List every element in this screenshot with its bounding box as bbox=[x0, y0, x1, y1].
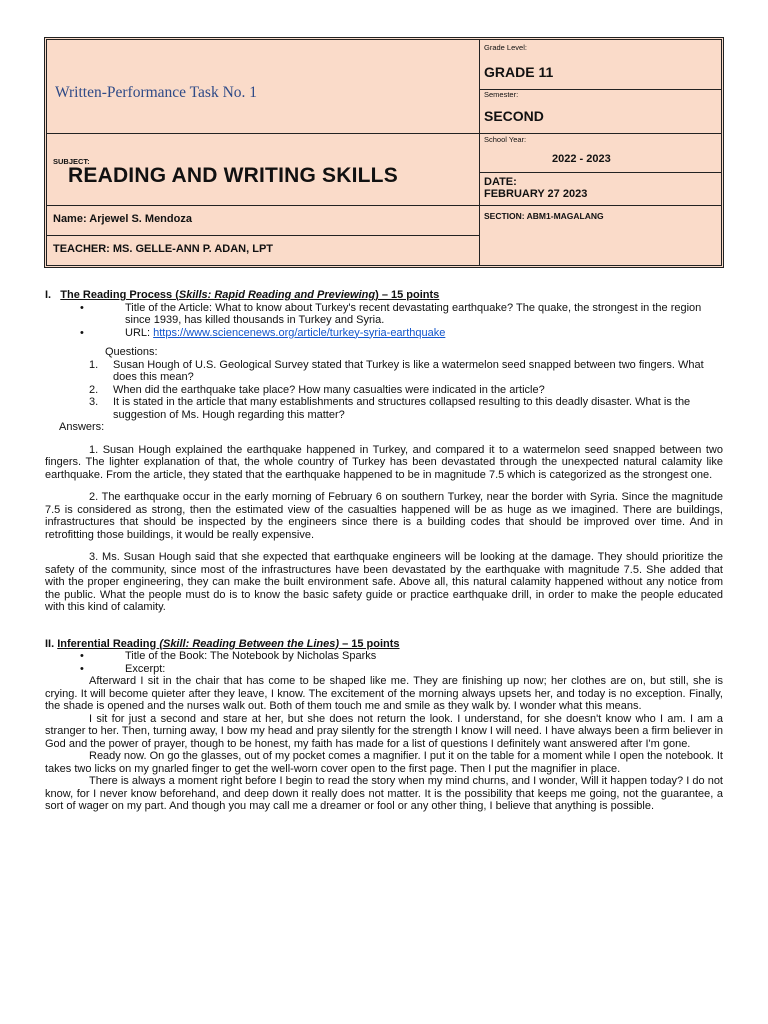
excerpt-paragraph: Ready now. On go the glasses, out of my pocket comes a magnifier. I put it on the table for a moment while I open the notebook. It takes two licks on my gnarled finger to get the well-worn cover open to the first page. Then I put the magnifier in place. bbox=[45, 750, 723, 775]
answer-paragraph: 3. Ms. Susan Hough said that she expected that earthquake engineers will be looking at the damage. They should prioritize the safety of the community, since most of the infrastructures have been devastated by the earthquake with magnitude 7.5. She added that with the proper engineering, they can make the built environment safe. Above all, this natural calamity happened without any notice from the public. What the people must do is to know the basic safety guide or practice earthquake drill, in order to make the people educated with this kind of calamity. bbox=[45, 551, 723, 613]
excerpt-paragraph: I sit for just a second and stare at her, but she does not return the look. I understand, for she doesn't know who I am. I am a stranger to her. Then, turning away, I bow my head and pray silently for the strength I know I will need. I have always been a firm believer in God and the power of prayer, though to be honest, my faith has made for a list of questions I definitely want answered after I'm gone. bbox=[45, 712, 723, 750]
article-url-item bbox=[80, 327, 723, 340]
questions-list bbox=[45, 359, 723, 422]
part2-numeral: II. bbox=[45, 637, 55, 650]
part1-points: ) – 15 points bbox=[375, 289, 440, 301]
question-number: 1. bbox=[89, 358, 99, 371]
header-table bbox=[44, 37, 724, 268]
question-text: It is stated in the article that many establishments and structures collapsed resulting to this deadly disaster. What is the suggestion of Ms. Hough regarding this matter? bbox=[113, 396, 691, 421]
article-title: • Title of the Article: What to know about Turkey's recent devastating earthquake? The quake, the strongest in the region since 1939, has killed thousands in Turkey and Syria. bbox=[80, 302, 723, 327]
question-text: Susan Hough of U.S. Geological Survey stated that Turkey is like a watermelon seed snapped between two fingers. What does this mean? bbox=[113, 358, 704, 383]
header-rule bbox=[479, 205, 721, 206]
part1-numeral: I. bbox=[45, 289, 52, 301]
excerpt-label: • Excerpt: bbox=[80, 663, 723, 676]
question-number: 2. bbox=[89, 383, 99, 396]
answers-label: Answers: bbox=[59, 421, 105, 433]
question-text: When did the earthquake take place? How many casualties were indicated in the article? bbox=[113, 383, 545, 396]
section-value: SECTION: ABM1-MAGALANG bbox=[484, 211, 604, 221]
semester-value: SECOND bbox=[484, 108, 544, 124]
subject-value: READING AND WRITING SKILLS bbox=[68, 164, 398, 187]
header-rule bbox=[479, 172, 721, 173]
excerpt-paragraph: Afterward I sit in the chair that has come to be shaped like me. They are finishing up now; her clothes are on, but still, she is crying. It will become quieter after they leave, I know. The excitement of the morning always upsets her, and today is no exception. Finally, the shade is opened and the nurses walk out. Both of them touch me and smile as they walk by. I wonder what this means. bbox=[45, 675, 723, 712]
teacher-name: TEACHER: MS. GELLE-ANN P. ADAN, LPT bbox=[53, 243, 274, 255]
part2-skill: (Skill: Reading Between the Lines) bbox=[159, 637, 340, 650]
date-value: FEBRUARY 27 2023 bbox=[484, 188, 588, 200]
semester-label: Semester: bbox=[484, 90, 519, 99]
question-item bbox=[85, 384, 723, 397]
grade-label: Grade Level: bbox=[484, 43, 527, 52]
subject-label: SUBJECT: bbox=[53, 157, 90, 166]
part1-bullets bbox=[45, 302, 723, 340]
answer-paragraph: 2. The earthquake occur in the early morning of February 6 on southern Turkey, near the border with Syria. Since the magnitude 7.5 is considered as strong, then the estimated view of the casualties happened will be as huge as we imagined. There are buildings, infrastructures that should be inspected by the engineers since there is a building codes that should be improved over time. And in retrofitting those buildings, it would be really expensive. bbox=[45, 491, 723, 541]
question-item bbox=[85, 396, 723, 421]
part2-bullets bbox=[45, 650, 723, 675]
header-divider bbox=[479, 40, 480, 265]
part1-skill: Skills: Rapid Reading and Previewing bbox=[178, 289, 376, 301]
task-title: Written-Performance Task No. 1 bbox=[55, 84, 258, 101]
excerpt-paragraph: There is always a moment right before I begin to read the story when my mind churns, and I wonder, Will it happen today? I do not know, for I never know beforehand, and deep down it really does not matter. It is the possibility that keeps me going, not the guarantee, a sort of wager on my part. And though you may call me a dreamer or fool or any other thing, I believe that anything is possible. bbox=[45, 775, 723, 812]
answer-paragraph: 1. Susan Hough explained the earthquake happened in Turkey, and compared it to a watermelon seed snapped between two fingers. The lighter explanation of that, the whole country of Turkey has been devastated through the unexpected natural calamity like earthquake. From the article, they stated that the earthquake happened to be in magnitude 7.5 which is categorized as the strongest one. bbox=[45, 443, 723, 481]
school-year-value: 2022 - 2023 bbox=[552, 153, 611, 165]
excerpt-text bbox=[45, 675, 723, 813]
article-url-link[interactable]: https://www.sciencenews.org/article/turkey-syria-earthquake bbox=[153, 326, 446, 339]
part1-title: The Reading Process ( bbox=[60, 289, 179, 301]
part2-title: Inferential Reading bbox=[57, 637, 160, 650]
header-rule bbox=[47, 235, 479, 236]
header-rule bbox=[479, 133, 721, 134]
questions-label: Questions: bbox=[105, 346, 158, 358]
header-rule bbox=[47, 205, 479, 206]
date-label: DATE: bbox=[484, 176, 517, 188]
school-year-label: School Year: bbox=[484, 135, 527, 144]
part2-points: – 15 points bbox=[339, 637, 400, 650]
url-label: URL: bbox=[125, 326, 154, 339]
question-number: 3. bbox=[89, 396, 99, 408]
book-title: • Title of the Book: The Notebook by Nicholas Sparks bbox=[80, 650, 723, 663]
document-body bbox=[45, 289, 723, 813]
student-name: Name: Arjewel S. Mendoza bbox=[53, 213, 192, 225]
header-rule bbox=[47, 133, 479, 134]
part2-heading bbox=[45, 638, 723, 651]
question-item bbox=[85, 359, 723, 384]
part1-heading bbox=[45, 289, 723, 302]
grade-value: GRADE 11 bbox=[484, 64, 554, 80]
